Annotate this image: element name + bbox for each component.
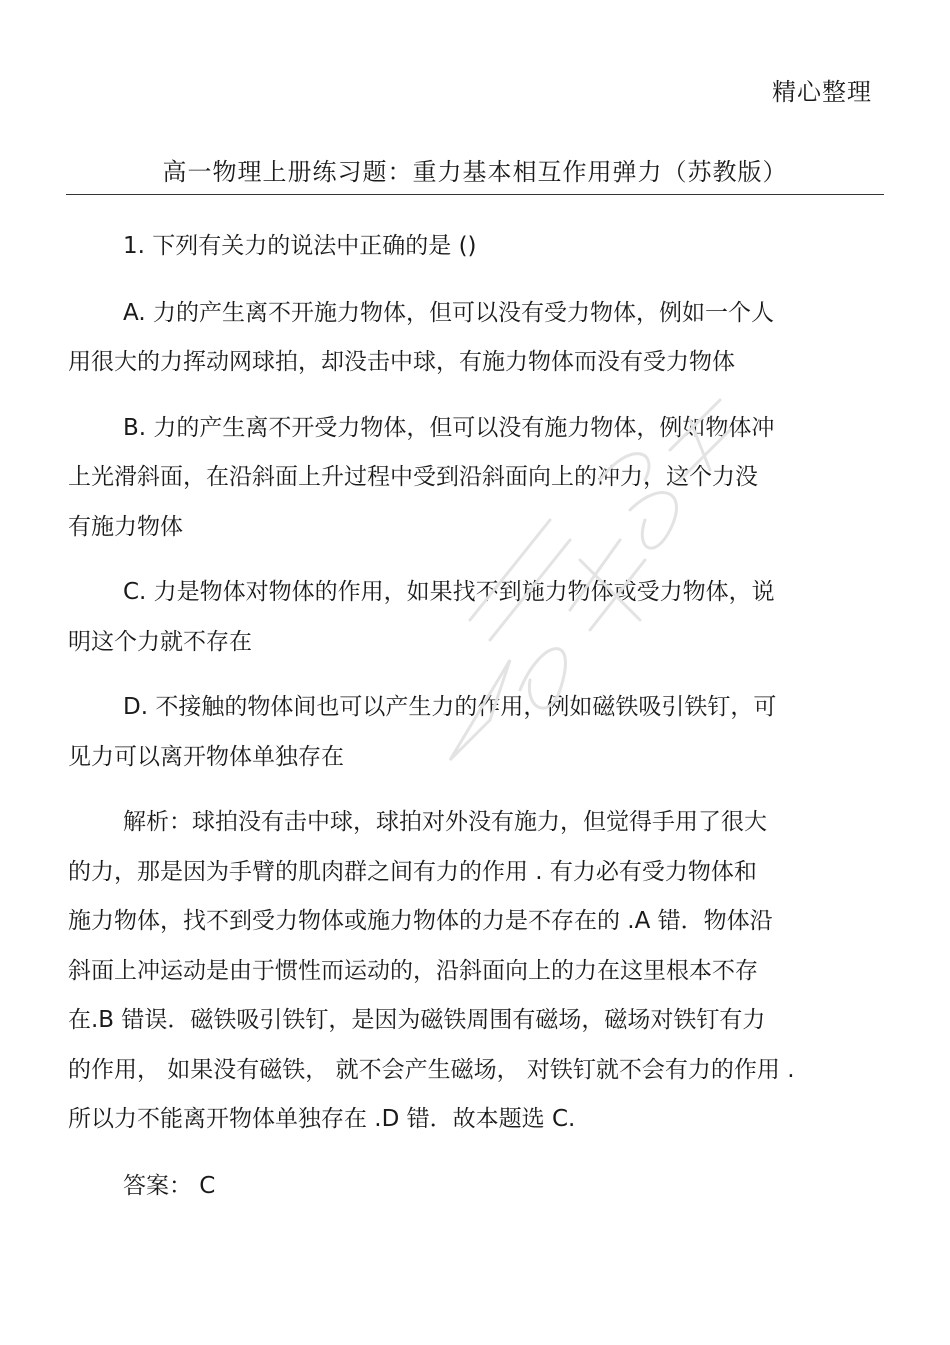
option-line: A. 力的产生离不开施力物体，但可以没有受力物体，例如一个人	[123, 299, 774, 326]
option-line: 见力可以离开物体单独存在	[68, 743, 344, 770]
option-line: 上光滑斜面，在沿斜面上升过程中受到沿斜面向上的冲力，这个力没	[68, 464, 758, 490]
analysis-line: 在.B 错误．磁铁吸引铁钉，是因为磁铁周围有磁场，磁场对铁钉有力	[68, 1007, 766, 1033]
document-title: 高一物理上册练习题：重力基本相互作用弹力（苏教版）	[162, 158, 788, 186]
answer	[68, 1162, 880, 1212]
option-line: B. 力的产生离不开受力物体，但可以没有施力物体，例如物体冲	[123, 414, 775, 441]
option-d	[68, 683, 880, 782]
analysis-line: 解析：球拍没有击中球，球拍对外没有施力，但觉得手用了很大	[123, 809, 767, 835]
option-line: 有施力物体	[68, 513, 183, 540]
header-mark: 精心整理	[772, 78, 872, 106]
spacer	[68, 552, 880, 568]
question-stem	[68, 222, 880, 272]
spacer	[68, 1145, 880, 1162]
analysis-line: 的作用， 如果没有磁铁， 就不会产生磁场， 对铁钉就不会有力的作用 .	[68, 1056, 795, 1083]
option-line: 明这个力就不存在	[68, 628, 252, 655]
analysis-line: 斜面上冲运动是由于惯性而运动的，沿斜面向上的力在这里根本不存	[68, 957, 758, 984]
analysis-line: 所以力不能离开物体单独存在 .D 错．故本题选 C.	[68, 1106, 576, 1132]
option-a	[68, 289, 880, 388]
stem-line: 1. 下列有关力的说法中正确的是 ()	[123, 233, 477, 259]
analysis-line: 施力物体，找不到受力物体或施力物体的力是不存在的 .A 错．物体沿	[68, 908, 773, 934]
spacer	[68, 667, 880, 683]
title-divider	[66, 194, 884, 195]
spacer	[68, 782, 880, 798]
analysis	[68, 798, 880, 1145]
spacer	[68, 388, 880, 404]
spacer	[68, 272, 880, 289]
answer-line: 答案： C	[123, 1172, 216, 1199]
option-line: 用很大的力挥动网球拍，却没击中球，有施力物体而没有受力物体	[68, 349, 735, 375]
option-b	[68, 404, 880, 553]
analysis-line: 的力，那是因为手臂的肌肉群之间有力的作用 . 有力必有受力物体和	[68, 858, 757, 885]
option-line: C. 力是物体对物体的作用，如果找不到施力物体或受力物体，说	[123, 579, 775, 605]
option-line: D. 不接触的物体间也可以产生力的作用，例如磁铁吸引铁钉，可	[123, 694, 777, 720]
question-body	[68, 222, 880, 1211]
option-c	[68, 568, 880, 667]
